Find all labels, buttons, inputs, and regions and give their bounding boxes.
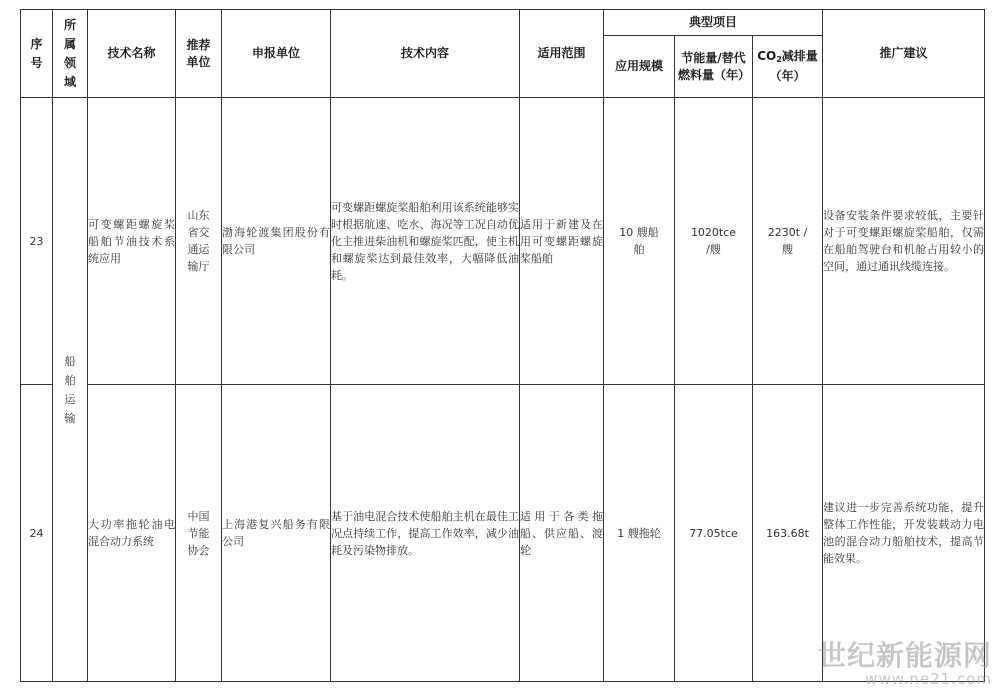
applicant: 上海港复兴船务有限公司 <box>222 385 331 682</box>
header-app-scale: 应用规模 <box>604 36 675 98</box>
table-row <box>21 98 985 385</box>
header-seq: 序号 <box>21 10 53 98</box>
header-typical-project: 典型项目 <box>604 10 823 36</box>
watermark-title: 世纪新能源网 <box>817 639 992 672</box>
co2-reduction: 2230t /艘 <box>753 98 823 385</box>
co2-reduction: 163.68t <box>753 385 823 682</box>
header-scope: 适用范围 <box>520 10 604 98</box>
header-co2: $CO_2$减排量（年） <box>753 36 823 98</box>
scope: 适用于新建及在用可变螺距螺旋桨船舶 <box>520 98 604 385</box>
scope: 适用于各类拖船、供应船、渡轮 <box>520 385 604 682</box>
energy-saving: 1020tce /艘 <box>675 98 753 385</box>
watermark <box>818 641 992 687</box>
tech-name: 可变螺距螺旋桨船舶节油技术系统应用 <box>88 98 176 385</box>
row-seq: 24 <box>21 385 53 682</box>
header-promotion: 推广建议 <box>823 10 985 98</box>
header-content: 技术内容 <box>331 10 520 98</box>
app-scale: 1 艘拖轮 <box>604 385 675 682</box>
table-row <box>21 385 985 682</box>
promotion: 建议进一步完善系统功能，提升整体工作性能，开发装载动力电池的混合动力船舶技术，提高节能效果。 <box>823 385 985 682</box>
header-field: 所属领域 <box>53 10 88 98</box>
row-seq: 23 <box>21 98 53 385</box>
header-applicant: 申报单位 <box>222 10 331 98</box>
energy-saving: 77.05tce <box>675 385 753 682</box>
tech-content: 基于油电混合技术使船舶主机在最佳工况点持续工作，提高工作效率，减少油耗及污染物排放。 <box>331 385 520 682</box>
header-energy-saving: 节能量/替代燃料量（年） <box>675 36 753 98</box>
recommender: 山东省交通运输厅 <box>176 98 222 385</box>
watermark-url: www.ne21.com <box>865 670 992 688</box>
applicant: 渤海轮渡集团股份有限公司 <box>222 98 331 385</box>
header-recommender: 推荐单位 <box>176 10 222 98</box>
tech-name: 大功率拖轮油电混合动力系统 <box>88 385 176 682</box>
promotion: 设备安装条件要求较低，主要针对于可变螺距螺旋桨船舶，仅需在船舶驾驶台和机舱占用较小的空间，通过通讯线缆连接。 <box>823 98 985 385</box>
field-cell: 船舶运输 <box>53 98 88 682</box>
header-tech-name: 技术名称 <box>88 10 176 98</box>
recommender: 中国节能协会 <box>176 385 222 682</box>
tech-content: 可变螺距螺旋桨船舶利用该系统能够实时根据航速、吃水、海况等工况自动优化主推进柴油机和螺旋桨匹配，使主机和螺旋桨达到最佳效率，大幅降低油耗。 <box>331 98 520 385</box>
technology-table <box>20 9 985 682</box>
app-scale: 10 艘船舶 <box>604 98 675 385</box>
